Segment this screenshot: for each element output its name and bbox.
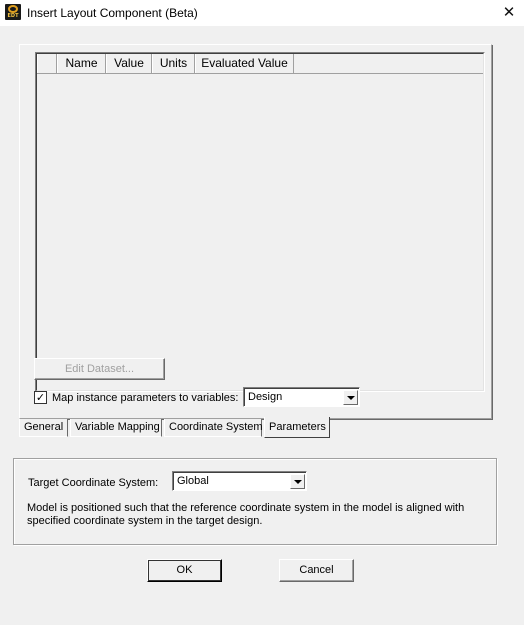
target-coordinate-value: Global bbox=[177, 475, 209, 487]
tab-general[interactable]: General bbox=[19, 419, 68, 437]
ok-button[interactable]: OK bbox=[147, 559, 222, 582]
list-header bbox=[37, 54, 483, 74]
chevron-down-icon[interactable] bbox=[290, 474, 305, 489]
column-header-units[interactable]: Units bbox=[152, 54, 195, 73]
tab-coordinate-system[interactable]: Coordinate System bbox=[164, 419, 262, 437]
tab-parameters[interactable]: Parameters bbox=[264, 417, 330, 438]
cancel-button[interactable]: Cancel bbox=[279, 559, 354, 582]
column-header-value[interactable]: Value bbox=[106, 54, 152, 73]
tab-variable-mapping[interactable]: Variable Mapping bbox=[70, 419, 162, 437]
column-header-blank[interactable] bbox=[37, 54, 57, 73]
map-target-dropdown[interactable] bbox=[243, 387, 360, 407]
column-header-name[interactable]: Name bbox=[57, 54, 106, 73]
map-parameters-checkbox[interactable]: ✓ bbox=[35, 391, 46, 404]
target-coordinate-dropdown[interactable] bbox=[172, 471, 307, 491]
coordinate-group bbox=[13, 458, 497, 545]
app-logo-icon: EDT bbox=[5, 4, 21, 20]
chevron-down-icon[interactable] bbox=[343, 390, 358, 405]
column-header-evaluated-value[interactable]: Evaluated Value bbox=[195, 54, 294, 73]
title-bar bbox=[0, 0, 524, 26]
close-icon[interactable]: ✕ bbox=[502, 3, 516, 21]
map-target-value: Design bbox=[248, 391, 283, 403]
map-parameters-label: Map instance parameters to variables: bbox=[52, 392, 239, 404]
window-title: Insert Layout Component (Beta) bbox=[27, 6, 198, 20]
parameters-tab-panel bbox=[19, 44, 492, 419]
target-coordinate-label: Target Coordinate System: bbox=[28, 477, 159, 489]
parameters-list[interactable] bbox=[35, 52, 485, 392]
edit-dataset-button[interactable]: Edit Dataset... bbox=[34, 358, 165, 380]
coordinate-description: Model is positioned such that the reference coordinate system in the model is aligned with specified coordinate system in the target design. bbox=[27, 502, 465, 527]
